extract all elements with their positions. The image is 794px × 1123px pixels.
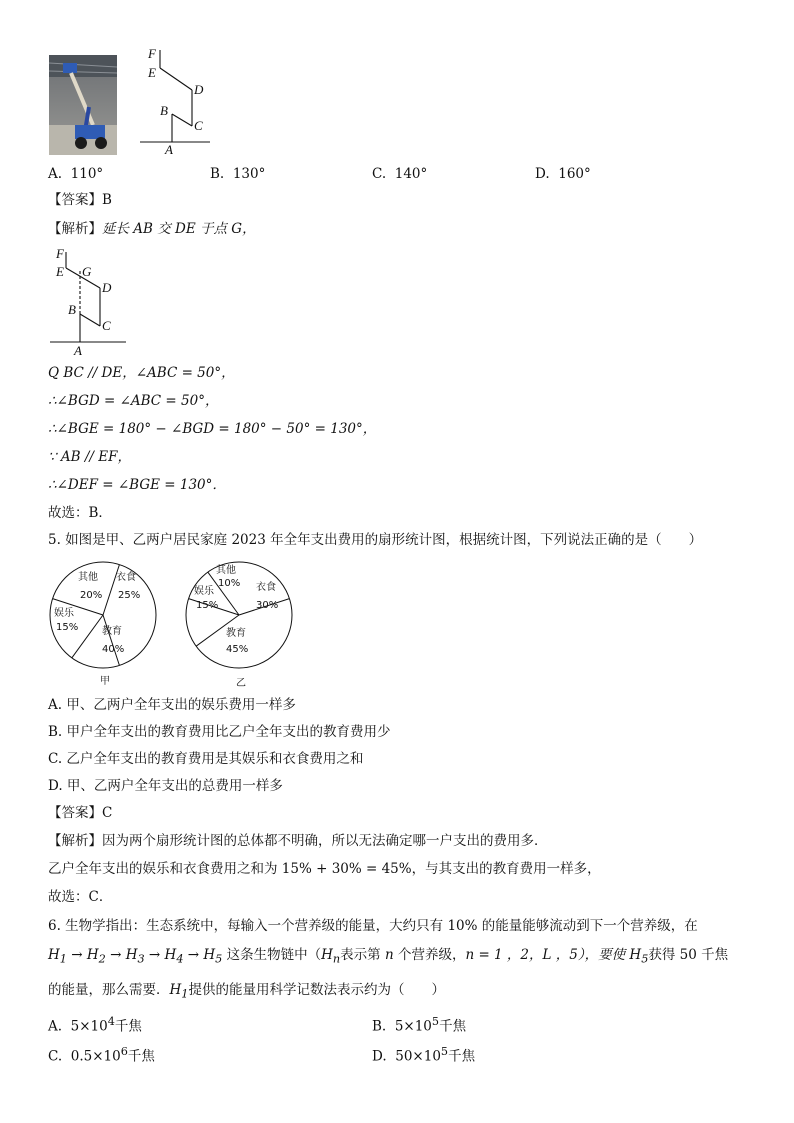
q6-text: 提供的能量用科学记数法表示约为（ ）	[188, 982, 445, 998]
q4-option-a	[48, 165, 103, 183]
pie-label-jiaoyu: 教育	[226, 628, 246, 639]
pie-label-qita: 其他	[78, 572, 98, 583]
pie-value-yule: 15%	[196, 600, 219, 611]
label-D: D	[194, 82, 204, 97]
answer-label: 【答案】	[48, 192, 102, 208]
label-C: C	[194, 118, 203, 133]
q5-choose: 故选：C．	[48, 889, 113, 905]
label-E: E	[56, 264, 64, 279]
pie-label-jiaoyu: 教育	[102, 626, 122, 637]
label-E: E	[148, 65, 156, 80]
q6-option-c	[48, 1043, 155, 1066]
option-exp: 6	[120, 1045, 128, 1058]
q6-condition: n = 1 ，2，L ，5），要使	[465, 947, 626, 963]
option-text: 160°	[558, 166, 591, 182]
option-unit: 千焦	[439, 1018, 467, 1035]
option-key: D.	[535, 166, 550, 182]
pie-label-qita: 其他	[216, 565, 236, 576]
q5-stem: 5. 如图是甲、乙两户居民家庭 2023 年全年支出费用的扇形统计图，根据统计图，下列说法正确的是（ ）	[48, 532, 703, 548]
option-coef: 50×10	[395, 1048, 441, 1065]
option-text: 130°	[232, 166, 266, 182]
label-F: F	[56, 246, 64, 261]
answer-value: C	[102, 805, 113, 821]
pie-value-qita: 10%	[218, 578, 241, 589]
option-exp: 5	[431, 1015, 440, 1028]
q4-step-4: ∵ AB // EF，	[48, 449, 131, 465]
pie-name: 甲	[100, 676, 110, 687]
option-coef: 5×10	[70, 1018, 108, 1035]
pie-value-yishi: 30%	[256, 600, 279, 611]
pie-value-jiaoyu: 40%	[102, 644, 125, 655]
food-chain: $H_1 \to H_2 \to H_3 \to H_4 \to H_5$	[48, 947, 223, 966]
q6-text: 的能量，那么需要．	[48, 982, 170, 998]
label-B: B	[160, 103, 168, 118]
q6-text: 个营养级，	[397, 947, 466, 963]
q5-analysis-1	[48, 832, 548, 850]
q6-text: 获得 50 千焦	[648, 947, 729, 963]
q5-option-a: A. 甲、乙两户全年支出的娱乐费用一样多	[48, 697, 296, 713]
pie-value-jiaoyu: 45%	[226, 644, 249, 655]
option-unit: 千焦	[127, 1048, 155, 1065]
option-key: A.	[48, 1018, 63, 1035]
label-B: B	[68, 302, 76, 317]
q4-step-5: ∴∠DEF = ∠BGE = 130°．	[48, 477, 226, 493]
option-coef: 5×10	[394, 1018, 432, 1035]
pie-label-yishi: 衣食	[256, 582, 276, 593]
q4-choose: 故选：B．	[48, 505, 112, 521]
pie-value-yishi: 25%	[118, 590, 141, 601]
q4-step-3: ∴∠BGE = 180° − ∠BGD = 180° − 50° = 130°，	[48, 421, 377, 437]
pie-slice-boundary-娱乐	[103, 615, 119, 665]
pie-chart-yi	[180, 556, 304, 688]
q6-option-d	[372, 1043, 475, 1066]
label-D: D	[102, 280, 112, 295]
option-key: B.	[210, 166, 225, 182]
option-key: A.	[48, 166, 63, 182]
analysis-label: 【解析】	[48, 221, 102, 237]
option-exp: 5	[440, 1045, 449, 1058]
q6-line-3: 的能量，那么需要．$H_1$提供的能量用科学记数法表示约为（ ）	[48, 982, 445, 1001]
answer-value: B	[102, 192, 112, 208]
label-G: G	[82, 264, 92, 279]
label-A: A	[165, 142, 173, 157]
q5-option-c: C. 乙户全年支出的教育费用是其娱乐和衣食费用之和	[48, 751, 364, 767]
q4-option-d	[535, 165, 591, 183]
q5-analysis-2: 乙户全年支出的娱乐和衣食费用之和为 15% + 30% = 45%，与其支出的教育费用一样多，	[48, 861, 601, 877]
option-coef: 0.5×10	[70, 1048, 121, 1065]
pie-name: 乙	[236, 678, 246, 688]
analysis-label: 【解析】	[48, 833, 102, 849]
option-key: D.	[372, 1048, 387, 1065]
q6-option-b	[372, 1013, 466, 1036]
analysis-text: 延长 AB 交 DE 于点 G，	[102, 221, 256, 237]
q4-step-2: ∴∠BGD = ∠ABC = 50°，	[48, 393, 219, 409]
q5-option-b: B. 甲户全年支出的教育费用比乙户全年支出的教育费用少	[48, 724, 391, 740]
option-key: B.	[372, 1018, 387, 1035]
analysis-text: 因为两个扇形统计图的总体都不明确，所以无法确定哪一户支出的费用多．	[102, 833, 548, 849]
pie-value-yule: 15%	[56, 622, 79, 633]
option-unit: 千焦	[448, 1048, 476, 1065]
q6-line-2: $H_1 \to H_2 \to H_3 \to H_4 \to H_5$ 这条生物链中（$H_n$表示第 n 个营养级，n = 1 ，2，L ，5），要使 $H_5$获得 50 千焦	[48, 947, 729, 966]
q4-step-1: Q BC // DE，∠ABC = 50°，	[48, 365, 235, 381]
option-text: 110°	[70, 166, 104, 182]
q6-option-a	[48, 1013, 142, 1036]
q6-text: 表示第	[340, 947, 381, 963]
option-text: 140°	[394, 166, 428, 182]
q4-figure	[130, 44, 220, 159]
option-key: C.	[48, 1048, 63, 1065]
q6-text: 这条生物链中（	[226, 947, 322, 963]
q5-answer	[48, 804, 112, 822]
q4-option-b	[210, 165, 265, 183]
pie-label-yule: 娱乐	[54, 608, 74, 619]
q4-answer	[48, 191, 112, 209]
label-C: C	[102, 318, 111, 333]
pie-label-yule: 娱乐	[194, 586, 214, 597]
lift-photo	[49, 55, 117, 155]
option-key: C.	[372, 166, 387, 182]
q6-line-1: 6. 生物学指出：生态系统中，每输入一个营养级的能量，大约只有 10% 的能量能够流动到下一个营养级，在	[48, 918, 698, 934]
q6-var-n: n	[384, 947, 394, 963]
q4-option-c	[372, 165, 427, 183]
label-F: F	[148, 46, 156, 61]
option-unit: 千焦	[114, 1018, 142, 1035]
answer-label: 【答案】	[48, 805, 102, 821]
pie-label-yishi: 衣食	[116, 572, 136, 583]
q4-analysis-figure	[44, 244, 134, 358]
q4-analysis-intro	[48, 220, 256, 238]
q5-option-d: D. 甲、乙两户全年支出的总费用一样多	[48, 778, 283, 794]
label-A: A	[74, 343, 82, 358]
pie-chart-jia	[44, 556, 168, 688]
pie-value-qita: 20%	[80, 590, 103, 601]
option-exp: 4	[107, 1015, 115, 1028]
